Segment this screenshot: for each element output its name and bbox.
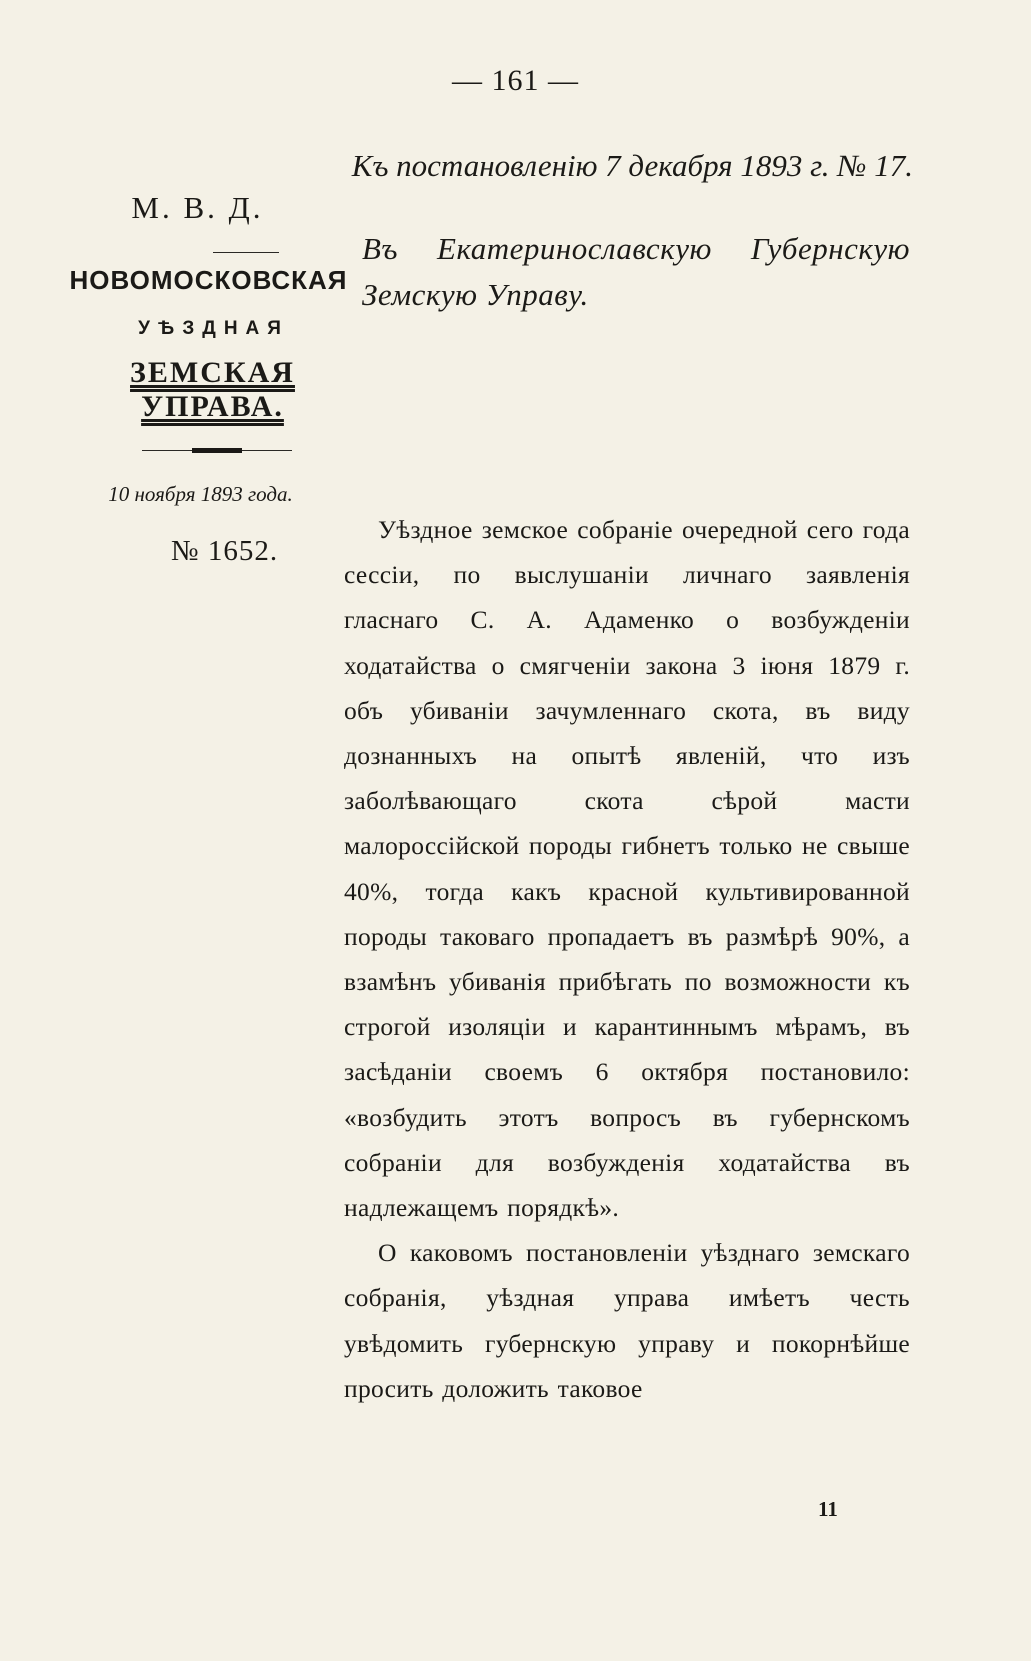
ornamental-rule — [142, 446, 292, 456]
letter-body — [344, 507, 910, 1411]
letter-date: 10 ноября 1893 года. — [108, 482, 293, 506]
body-paragraph-2: О каковомъ постановленіи уѣзднаго земскаго собранія, уѣздная управа имѣетъ честь увѣдомить губернскую управу и покорнѣйше просить доложить таковое — [344, 1238, 910, 1403]
letterhead-sidebar — [69, 190, 350, 568]
uprava-name: НОВОМОСКОВСКАЯ — [69, 265, 348, 295]
short-divider — [213, 252, 279, 253]
zemskaya-uprava-label: ЗЕМСКАЯ УПРАВА. — [130, 356, 295, 423]
uezdnaya-label: УѢЗДНАЯ — [138, 318, 289, 339]
addressee — [362, 226, 910, 318]
outgoing-number: № 1652. — [170, 535, 279, 567]
addressee-line-2: Земскую Управу. — [362, 277, 589, 312]
page-number: — 161 — — [452, 64, 579, 97]
ministry-abbreviation: М. В. Д. — [131, 190, 264, 225]
addressee-line-1: Въ Екатеринославскую Губернскую — [362, 231, 910, 266]
body-paragraph-1: Уѣздное земское собраніе очередной сего года сессіи, по выслушаніи личнаго заявленія гласнаго С. А. Адаменко о возбужденіи ходатайства о смягченіи закона 3 іюня 1879 г. объ убиваніи зачумленнаго скота, въ виду дознанныхъ на опытѣ явленій, что изъ заболѣвающаго скота сѣрой масти малороссійской породы гибнетъ только не свыше 40%, тогда какъ красной культивированной породы таковаго пропадаетъ въ размѣрѣ 90%, а взамѣнъ убиванія прибѣгать по возможности къ строгой изоляціи и карантиннымъ мѣрамъ, въ засѣданіи своемъ 6 октября постановило: «возбудить этотъ вопросъ въ губернскомъ собраніи для возбужденія ходатайства въ надлежащемъ порядкѣ». — [344, 515, 910, 1223]
signature-mark: 11 — [818, 1497, 838, 1521]
resolution-reference: Къ постановленію 7 декабря 1893 г. № 17. — [351, 148, 913, 183]
